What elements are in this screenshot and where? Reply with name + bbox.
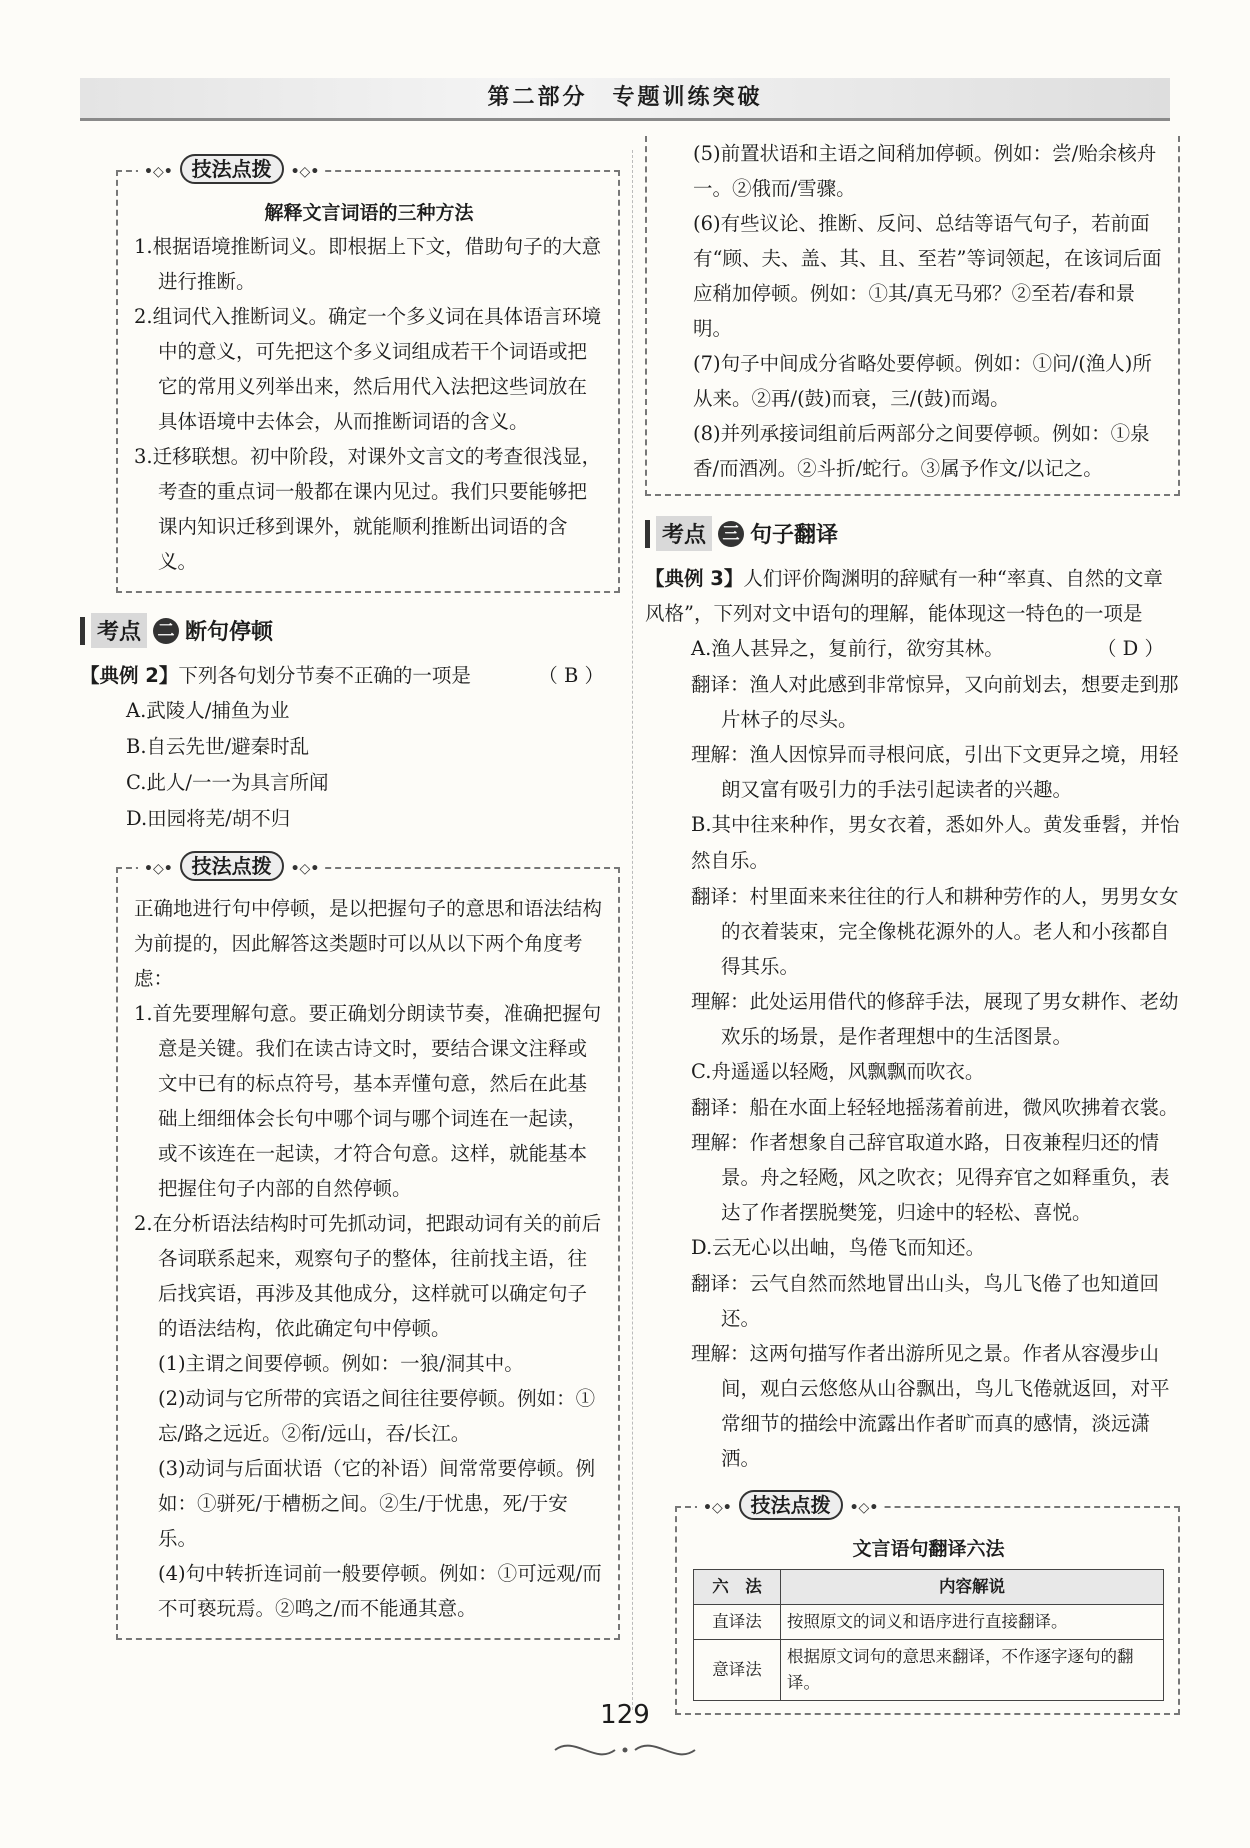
translation-methods-table <box>693 1569 1164 1701</box>
tip-intro: 正确地进行句中停顿，是以把握句子的意思和语法结构为前提的，因此解答这类题时可以从以下两个角度考虑： <box>134 897 603 990</box>
column-divider <box>632 150 633 1710</box>
tip-badge: •◇• 技法点拨 •◇• <box>138 850 325 879</box>
rule: (3)动词与后面状语（它的补语）间常常要停顿。例如：①骈死/于槽枥之间。②生/于忧患，死/于安乐。 <box>158 1457 596 1550</box>
page-number: 129 <box>600 1700 650 1730</box>
rule: (8)并列承接词组前后两部分之间要停顿。例如：①泉香/而酒冽。②斗折/蛇行。③属予作文/以记之。 <box>693 422 1150 480</box>
tip-title: 文言语句翻译六法 <box>852 1538 1005 1560</box>
tip-badge: •◇• 技法点拨 •◇• <box>138 153 325 182</box>
rule: (6)有些议论、推断、反问、总结等语气句子，若前面有“顾、夫、盖、其、且、至若”等词领起，在该词后面应稍加停顿。例如：①其/真无马邪？②至若/春和景明。 <box>693 212 1162 340</box>
option: B.自云先世/避秦时乱 <box>126 735 310 758</box>
rule: (1)主谓之间要停顿。例如：一狼/洞其中。 <box>158 1352 524 1375</box>
section-heading-2: 考点 二 断句停顿 <box>80 613 620 648</box>
tip-box-2-continued <box>645 136 1180 496</box>
table-header-row: 六 法 内容解说 <box>694 1570 1164 1605</box>
tip-title: 解释文言词语的三种方法 <box>264 202 474 224</box>
tip-item: 1.首先要理解句意。要正确划分朗读节奏，准确把握句意是关键。我们在读古诗文时，要结合课文注释或文中已有的标点符号，基本弄懂句意，然后在此基础上细细体会长句中哪个词与哪个词连在一起读，或不该连在一起读，才符合句意。这样，就能基本把握住句子内部的自然停顿。 <box>134 1002 602 1200</box>
tip-item: 3.迁移联想。初中阶段，对课外文言文的考查很浅显，考查的重点词一般都在课内见过。我们只要能够把课内知识迁移到课外，就能顺利推断出词语的含义。 <box>134 445 602 573</box>
option: D.田园将芜/胡不归 <box>126 807 291 830</box>
ornament-flourish <box>545 1735 705 1765</box>
table-row: 意译法 根据原文词句的意思来翻译，不作逐字逐句的翻译。 <box>694 1640 1164 1701</box>
table-row: 直译法 按照原文的词义和语序进行直接翻译。 <box>694 1605 1164 1640</box>
header-title: 第二部分 专题训练突破 <box>487 85 763 110</box>
tip-box-2 <box>116 854 620 1640</box>
section-heading-3: 考点 三 句子翻译 <box>645 516 1180 551</box>
tip-box-1 <box>116 157 620 593</box>
option-a: A.渔人甚异之，复前行，欲穷其林。 翻译：渔人对此感到非常惊异，又向前划去，想要走到那片林子的尽头。 理解：渔人因惊异而寻根问底，引出下文更异之境，用轻朗又富有吸引力的手法引起读者的兴趣。 <box>691 637 1179 801</box>
answer: （ D ） <box>1096 637 1164 660</box>
rule: (7)句子中间成分省略处要停顿。例如：①问/(渔人)所从来。②再/(鼓)而衰，三/(鼓)而竭。 <box>693 352 1152 410</box>
tip-box-3 <box>675 1493 1180 1715</box>
option: C.此人/一一为具言所闻 <box>126 771 329 794</box>
tip-item: 2.组词代入推断词义。确定一个多义词在具体语言环境中的意义，可先把这个多义词组成若干个词语或把它的常用义列举出来，然后用代入法把这些词放在具体语境中去体会，从而推断词语的含义。 <box>134 305 602 433</box>
option: A.武陵人/捕鱼为业 <box>126 699 290 722</box>
page-header <box>80 78 1170 121</box>
option-b: B.其中往来种作，男女衣着，悉如外人。黄发垂髫，并怡然自乐。 翻译：村里面来来往往的行人和耕种劳作的人，男男女女的衣着装束，完全像桃花源外的人。老人和小孩都自得其乐。 理解：此处运用借代的修辞手法，展现了男女耕作、老幼欢乐的场景，是作者理想中的生活图景。 <box>691 813 1180 1048</box>
example-3: 【典例 3】人们评价陶渊明的辞赋有一种“率真、自然的文章风格”，下列对文中语句的理解，能体现这一特色的一项是 （ D ） <box>645 561 1180 631</box>
tip-badge: •◇• 技法点拨 •◇• <box>697 1489 884 1518</box>
option-c: C.舟遥遥以轻飏，风飘飘而吹衣。 翻译：船在水面上轻轻地摇荡着前进，微风吹拂着衣裳。 理解：作者想象自己辞官取道水路，日夜兼程归还的情景。舟之轻飏，风之吹衣；见得弃官之如释重负，表达了作者摆脱樊笼，归途中的轻松、喜悦。 <box>691 1060 1179 1224</box>
right-column <box>645 142 1180 1715</box>
tip-item: 2.在分析语法结构时可先抓动词，把跟动词有关的前后各词联系起来，观察句子的整体，往前找主语，往后找宾语，再涉及其他成分，这样就可以确定句子的语法结构，依此确定句中停顿。 <box>134 1212 602 1340</box>
answer: （ B ） <box>538 664 604 687</box>
example-2: 【典例 2】下列各句划分节奏不正确的一项是 （ B ） <box>80 658 620 693</box>
rule: (2)动词与它所带的宾语之间往往要停顿。例如：①忘/路之远近。②衔/远山，吞/长江。 <box>158 1387 596 1445</box>
tip-item: 1.根据语境推断词义。即根据上下文，借助句子的大意进行推断。 <box>134 235 602 293</box>
rule: (4)句中转折连词前一般要停顿。例如：①可远观/而不可亵玩焉。②鸣之/而不能通其意。 <box>158 1562 602 1620</box>
option-d: D.云无心以出岫，鸟倦飞而知还。 翻译：云气自然而然地冒出山头，鸟儿飞倦了也知道回还。 理解：这两句描写作者出游所见之景。作者从容漫步山间，观白云悠悠从山谷飘出，鸟儿飞倦就返回，对平常细节的描绘中流露出作者旷而真的感情，淡远潇洒。 <box>691 1236 1170 1470</box>
left-column <box>80 150 620 1640</box>
rule: (5)前置状语和主语之间稍加停顿。例如：尝/贻余核舟一。②俄而/雪骤。 <box>693 142 1157 200</box>
